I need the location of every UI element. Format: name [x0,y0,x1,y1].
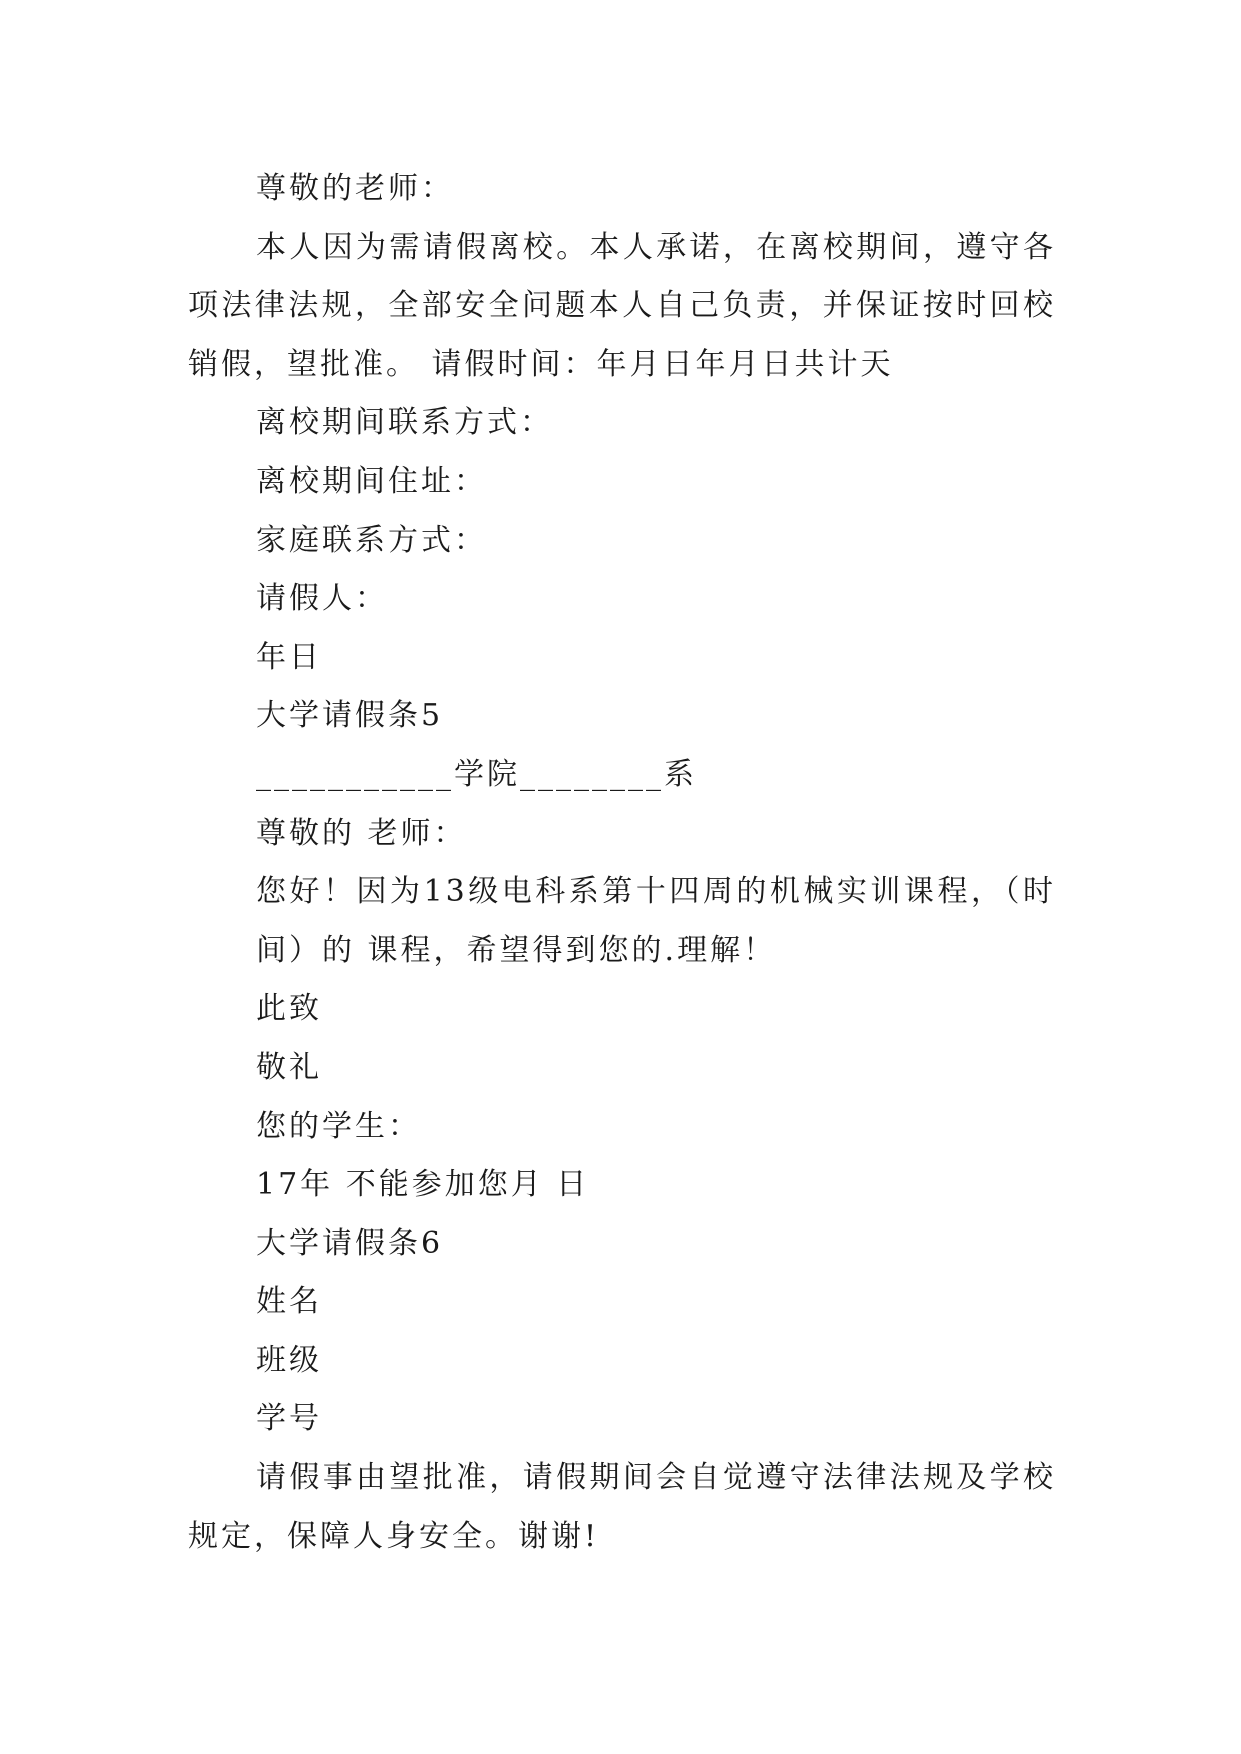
paragraph-line: 请假事由望批准，请假期间会自觉遵守法律法规及学校 [256,1460,1056,1496]
paragraph-line: 本人因为需请假离校。本人承诺，在离校期间，遵守各 [256,229,1056,265]
contact-field: 离校期间联系方式： [256,405,553,441]
date-field: 年日 [256,639,322,675]
salutation: 尊敬的 老师： [256,815,467,851]
closing-line: 此致 [256,991,322,1027]
section-title: 大学请假条6 [256,1225,444,1261]
paragraph-line: 销假，望批准。 请假时间：年月日年月日共计天 [188,346,894,382]
paragraph-line: 规定，保障人身安全。谢谢! [188,1518,600,1554]
section-title: 大学请假条5 [256,698,444,734]
salutation: 尊敬的老师： [256,171,454,206]
class-field: 班级 [256,1342,322,1378]
student-id-field: 学号 [256,1401,322,1437]
closing-line: 敬礼 [256,1049,322,1085]
document-body [188,160,1056,1566]
family-contact-field: 家庭联系方式： [256,522,487,558]
paragraph-line: 间）的 课程，希望得到您的.理解！ [256,932,777,968]
paragraph-line: 项法律法规，全部安全问题本人自己负责，并保证按时回校 [188,288,1056,324]
college-department-line: ___________学院________系 [256,756,697,792]
applicant-field: 请假人： [256,581,388,617]
paragraph-line: 您好！因为13级电科系第十四周的机械实训课程，（时 [256,874,1056,910]
date-field: 17年 不能参加您月 日 [256,1167,590,1203]
address-field: 离校期间住址： [256,463,487,499]
signature-field: 您的学生： [256,1108,421,1144]
name-field: 姓名 [256,1284,322,1320]
